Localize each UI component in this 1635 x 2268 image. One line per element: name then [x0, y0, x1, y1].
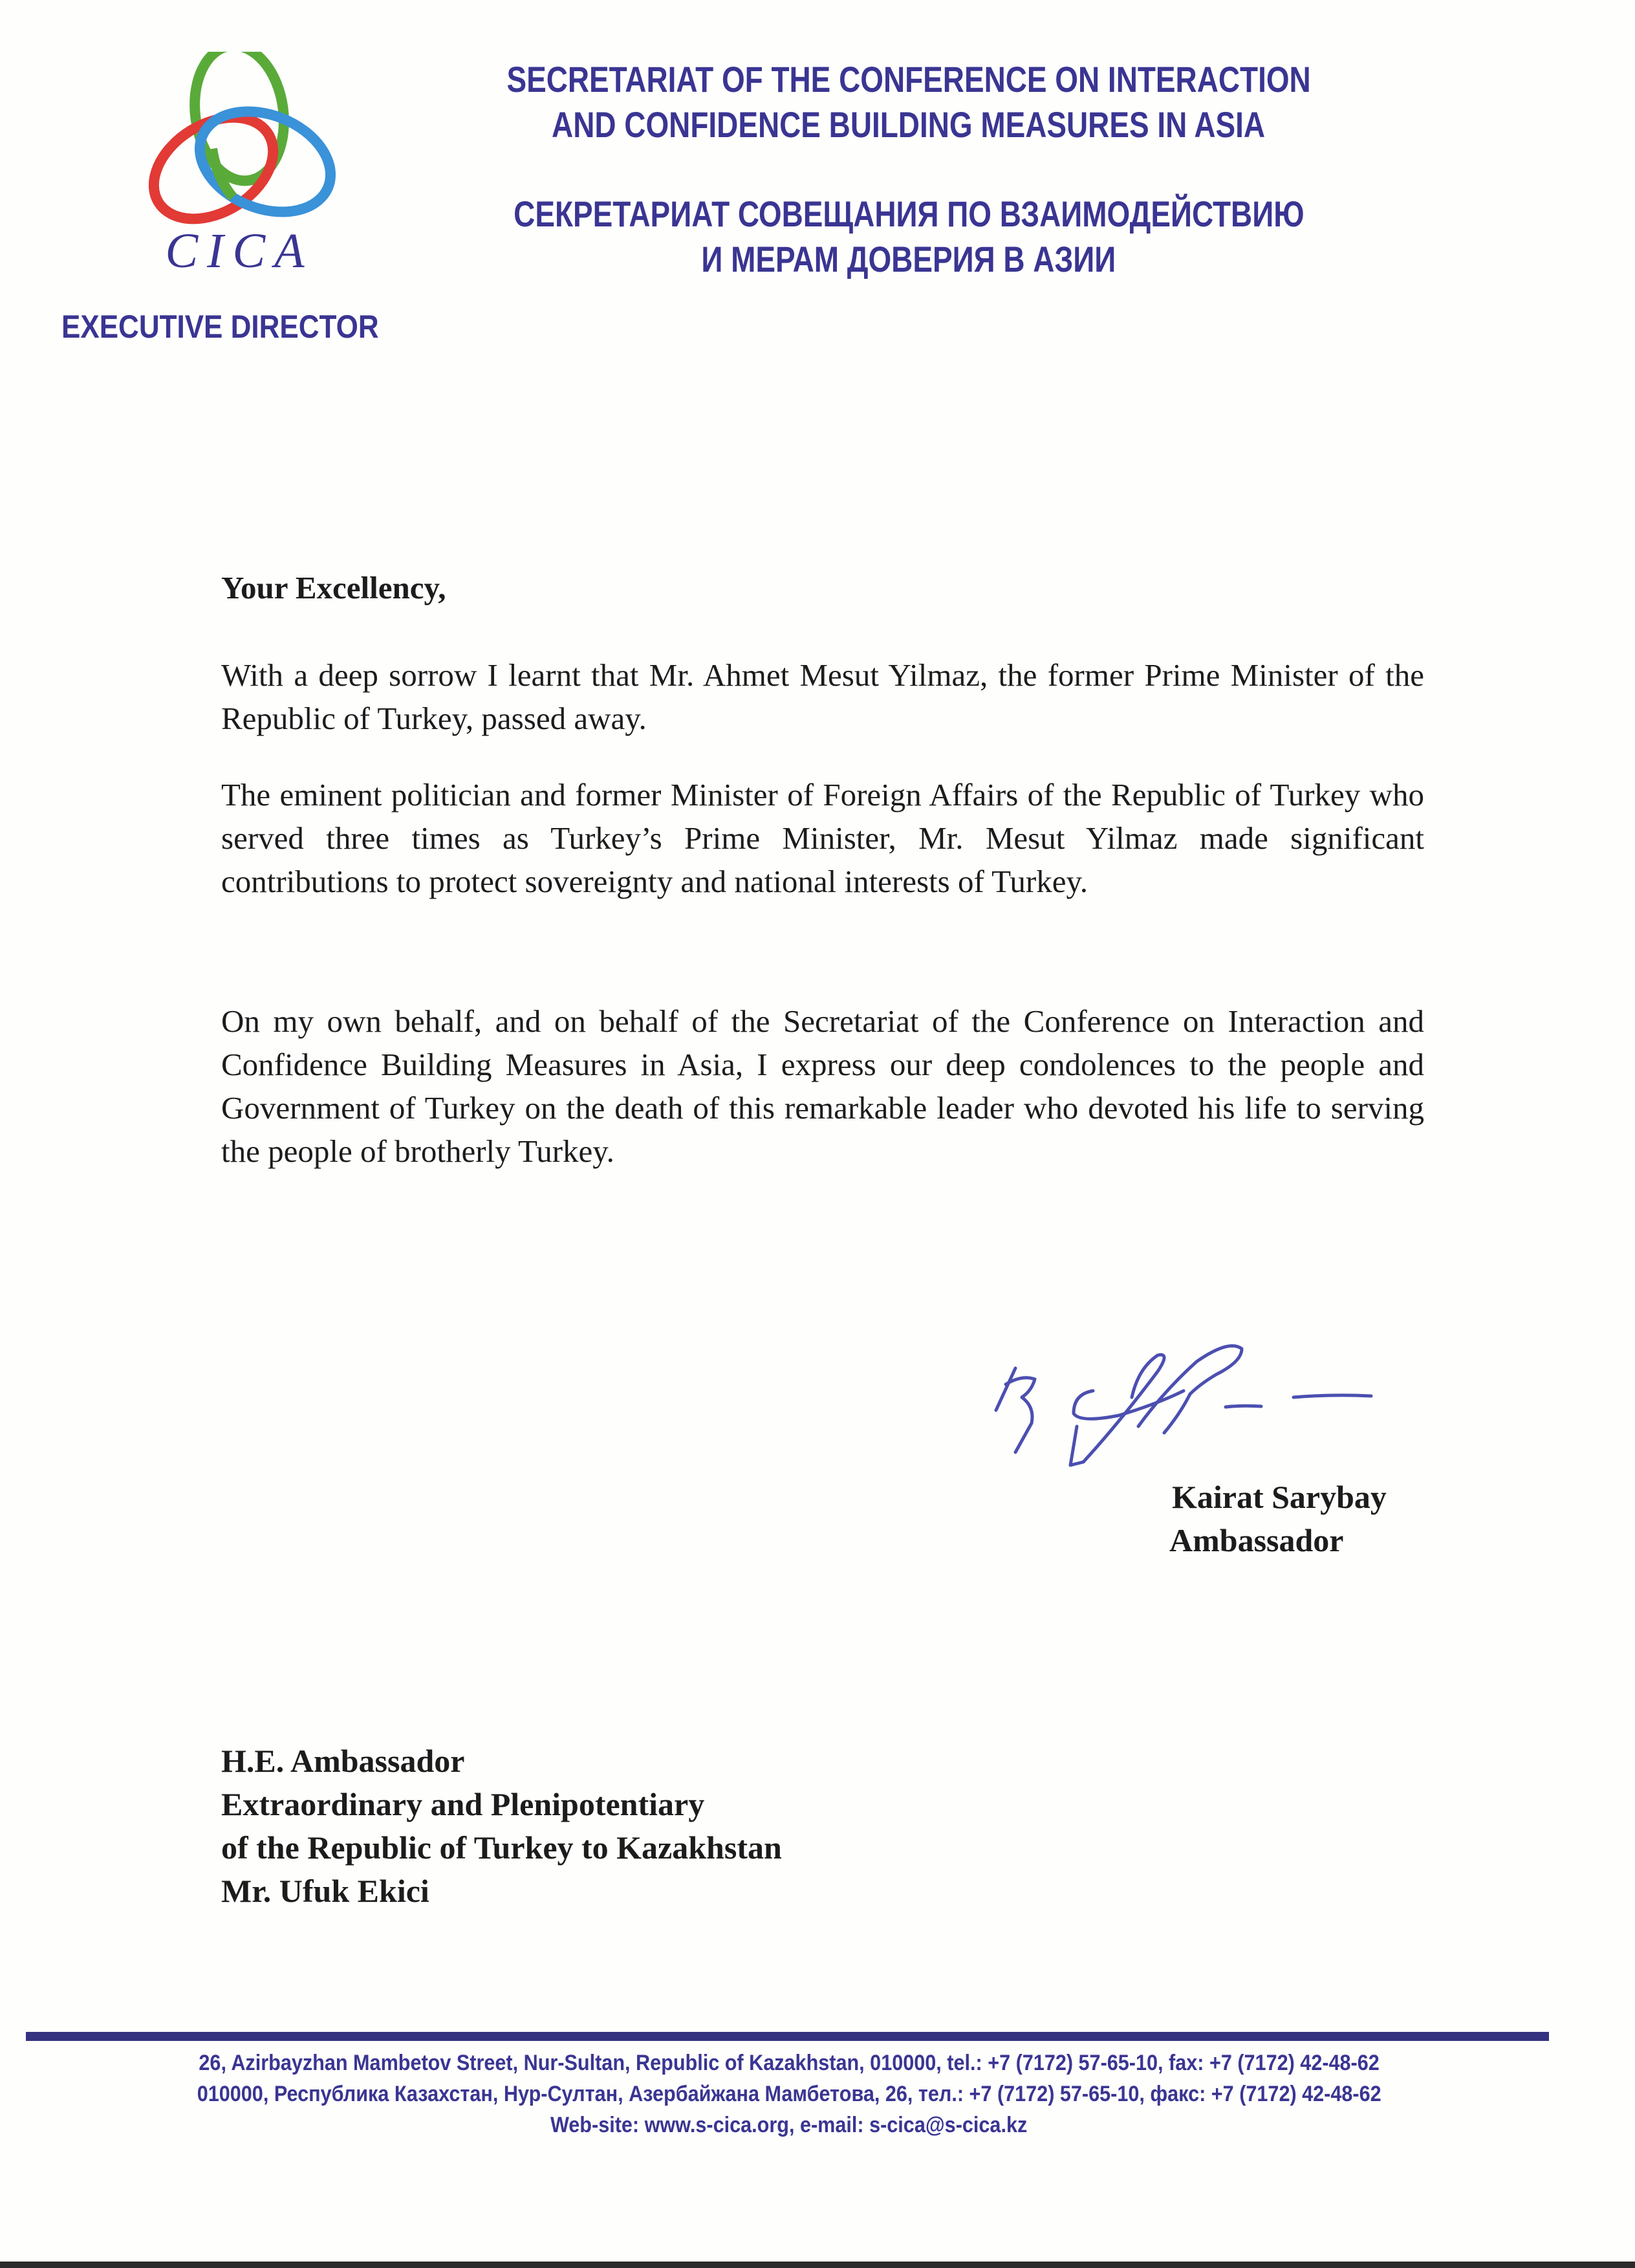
title-ru-line-1: СЕКРЕТАРИАТ СОВЕЩАНИЯ ПО ВЗАИМОДЕЙСТВИЮ	[513, 193, 1305, 234]
signer-title: Ambassador	[1169, 1522, 1344, 1558]
greeting: Your Excellency,	[221, 570, 446, 605]
cica-logo-icon	[136, 52, 343, 226]
signer-name: Kairat Sarybay	[1172, 1479, 1387, 1515]
department-label: EXECUTIVE DIRECTOR	[61, 309, 379, 345]
title-en-line-1: SECRETARIAT OF THE CONFERENCE ON INTERACTION	[506, 59, 1311, 100]
title-en-line-2: AND CONFIDENCE BUILDING MEASURES IN ASIA	[552, 104, 1266, 145]
footer-address-ru: 010000, Республика Казахстан, Нур-Султан, Азербайжана Мамбетова, 26, тел.: +7 (7172) 57-65-10, факс: +7 (7172) 42-48-62	[197, 2082, 1381, 2106]
scan-edge	[0, 2262, 1635, 2268]
footer-address-en: 26, Azirbayzhan Mambetov Street, Nur-Sultan, Republic of Kazakhstan, 010000, tel.: +7 (7172) 57-65-10, fax: +7 (7172) 42-48-62	[199, 2051, 1380, 2075]
addressee-line-2: Extraordinary and Plenipotentiary	[221, 1786, 705, 1822]
footer-contact: Web-site: www.s-cica.org, e-mail: s-cica@s-cica.kz	[550, 2113, 1028, 2137]
logo-wordmark: CICA	[165, 224, 314, 278]
paragraph-3: On my own behalf, and on behalf of the Secretariat of the Conference on Interaction and Confidence Building Measures in Asia, I express our deep condolences to the people and Government of Turkey on the death of this remarkable leader who devoted his life to serving the people of brotherly Turkey.	[221, 1003, 1424, 1169]
title-ru-line-2: И МЕРАМ ДОВЕРИЯ В АЗИИ	[701, 239, 1116, 279]
paragraph-1: With a deep sorrow I learnt that Mr. Ahmet Mesut Yilmaz, the former Prime Minister of the Republic of Turkey, passed away.	[221, 657, 1424, 736]
paragraph-2: The eminent politician and former Minister of Foreign Affairs of the Republic of Turkey who served three times as Turkey’s Prime Minister, Mr. Mesut Yilmaz made significant contributions to protect sovereignty and national interests of Turkey.	[221, 777, 1424, 899]
addressee-line-4: Mr. Ufuk Ekici	[221, 1873, 429, 1909]
handwritten-signature	[970, 1333, 1436, 1481]
footer-divider	[26, 2032, 1549, 2041]
addressee-line-3: of the Republic of Turkey to Kazakhstan	[221, 1829, 782, 1866]
addressee-line-1: H.E. Ambassador	[221, 1743, 465, 1779]
